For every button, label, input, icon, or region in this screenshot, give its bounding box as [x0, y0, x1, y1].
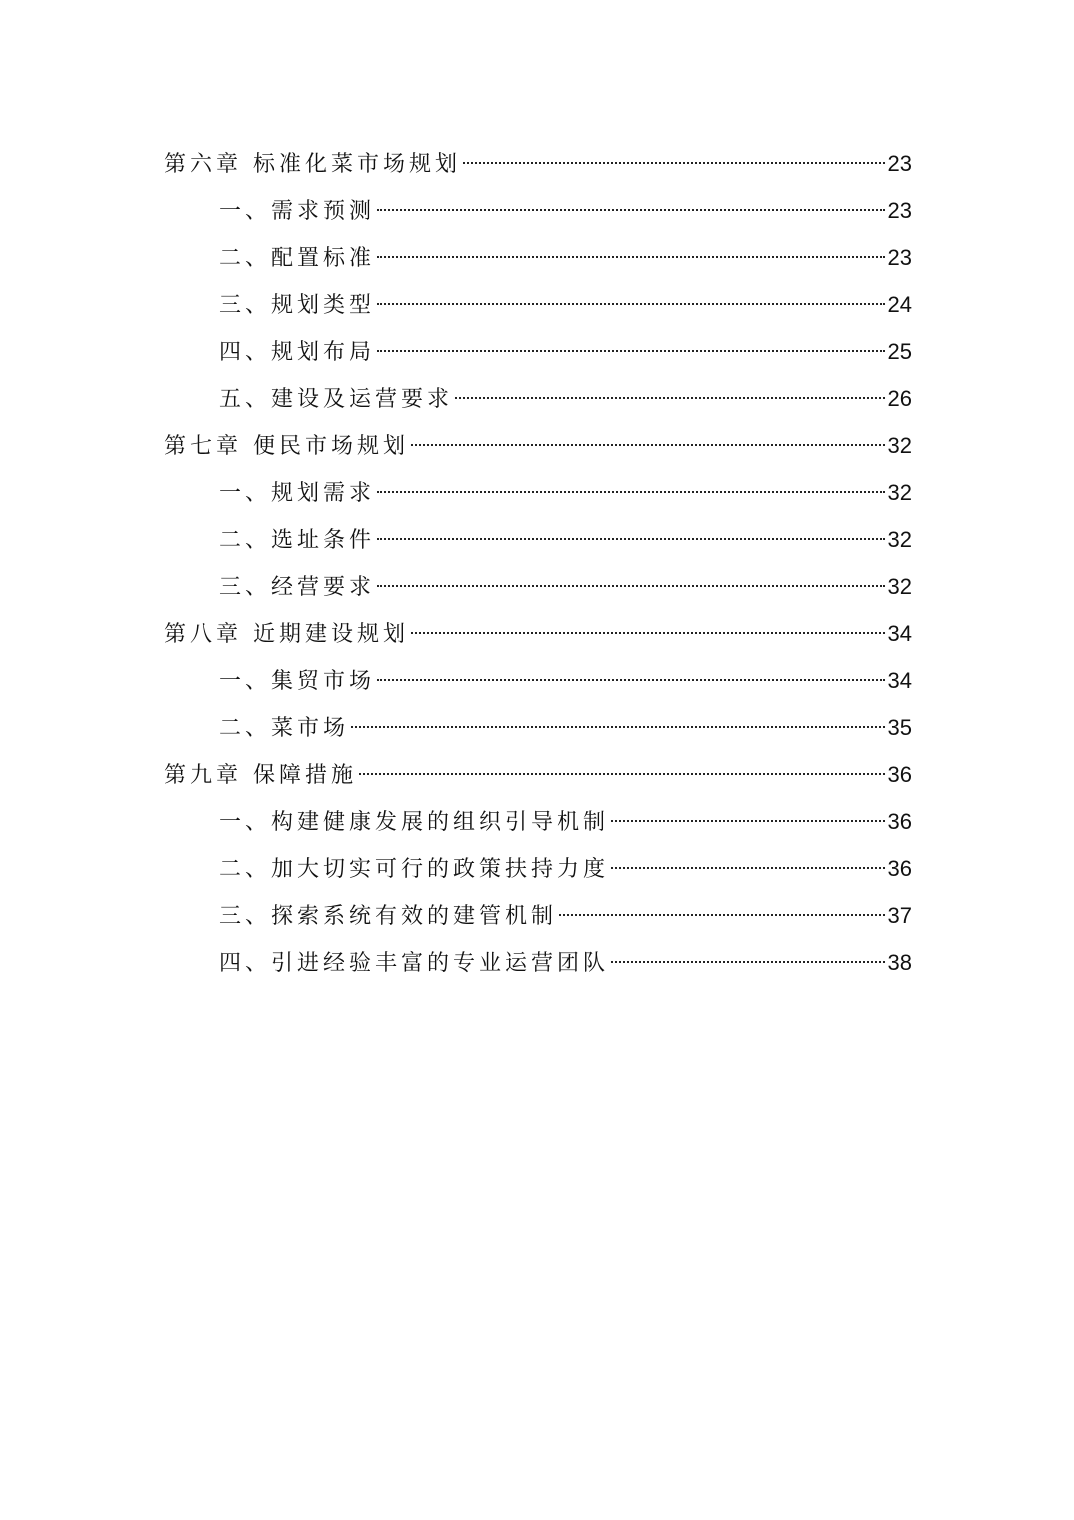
- toc-entry-label: 三、规划类型: [219, 293, 376, 318]
- toc-entry-page-number: 36: [887, 809, 912, 834]
- dot-leader: [411, 444, 885, 446]
- dot-leader: [377, 350, 885, 352]
- toc-chapter-entry[interactable]: [164, 610, 912, 657]
- toc-entry-page-number: 38: [887, 950, 912, 975]
- toc-entry-label: 第九章 保障措施: [164, 763, 357, 788]
- toc-entry-page-number: 36: [887, 762, 912, 787]
- toc-section-entry[interactable]: [164, 375, 912, 422]
- toc-section-entry[interactable]: [164, 469, 912, 516]
- dot-leader: [359, 773, 885, 775]
- toc-entry-label: 三、探索系统有效的建管机制: [219, 904, 558, 929]
- toc-entry-label: 四、规划布局: [219, 340, 376, 365]
- toc-entry-label: 第八章 近期建设规划: [164, 622, 409, 647]
- toc-section-entry[interactable]: [164, 187, 912, 234]
- toc-chapter-entry[interactable]: [164, 140, 912, 187]
- toc-entry-label: 一、规划需求: [219, 481, 376, 506]
- toc-section-entry[interactable]: [164, 704, 912, 751]
- toc-entry-label: 一、构建健康发展的组织引导机制: [219, 810, 610, 835]
- toc-entry-page-number: 26: [887, 386, 912, 411]
- toc-section-entry[interactable]: [164, 281, 912, 328]
- toc-entry-page-number: 37: [887, 903, 912, 928]
- dot-leader: [559, 914, 885, 916]
- dot-leader: [377, 209, 885, 211]
- dot-leader: [351, 726, 885, 728]
- toc-entry-label: 一、集贸市场: [219, 669, 376, 694]
- toc-section-entry[interactable]: [164, 845, 912, 892]
- toc-entry-page-number: 32: [887, 527, 912, 552]
- toc-entry-page-number: 23: [887, 151, 912, 176]
- toc-entry-label: 二、配置标准: [219, 246, 376, 271]
- toc-entry-label: 第六章 标准化菜市场规划: [164, 152, 461, 177]
- toc-entry-label: 二、选址条件: [219, 528, 376, 553]
- toc-entry-page-number: 32: [887, 433, 912, 458]
- toc-section-entry[interactable]: [164, 328, 912, 375]
- toc-entry-page-number: 24: [887, 292, 912, 317]
- dot-leader: [455, 397, 885, 399]
- toc-entry-page-number: 36: [887, 856, 912, 881]
- toc-entry-page-number: 23: [887, 198, 912, 223]
- toc-entry-label: 第七章 便民市场规划: [164, 434, 409, 459]
- toc-entry-label: 五、建设及运营要求: [219, 387, 454, 412]
- toc-entry-page-number: 32: [887, 574, 912, 599]
- toc-section-entry[interactable]: [164, 563, 912, 610]
- toc-entry-label: 一、需求预测: [219, 199, 376, 224]
- toc-entry-page-number: 32: [887, 480, 912, 505]
- toc-entry-label: 二、加大切实可行的政策扶持力度: [219, 857, 610, 882]
- toc-entry-page-number: 25: [887, 339, 912, 364]
- dot-leader: [377, 679, 885, 681]
- dot-leader: [377, 303, 885, 305]
- dot-leader: [463, 162, 885, 164]
- toc-section-entry[interactable]: [164, 892, 912, 939]
- dot-leader: [377, 256, 885, 258]
- toc-section-entry[interactable]: [164, 657, 912, 704]
- dot-leader: [377, 491, 885, 493]
- toc-entry-page-number: 34: [887, 668, 912, 693]
- toc-entry-label: 二、菜市场: [219, 716, 350, 741]
- toc-section-entry[interactable]: [164, 516, 912, 563]
- dot-leader: [611, 961, 885, 963]
- dot-leader: [411, 632, 885, 634]
- dot-leader: [611, 867, 885, 869]
- toc-entry-page-number: 35: [887, 715, 912, 740]
- toc-entry-label: 四、引进经验丰富的专业运营团队: [219, 951, 610, 976]
- toc-entry-label: 三、经营要求: [219, 575, 376, 600]
- toc-chapter-entry[interactable]: [164, 751, 912, 798]
- table-of-contents: [164, 140, 912, 986]
- toc-entry-page-number: 34: [887, 621, 912, 646]
- toc-entry-page-number: 23: [887, 245, 912, 270]
- dot-leader: [377, 538, 885, 540]
- dot-leader: [611, 820, 885, 822]
- dot-leader: [377, 585, 885, 587]
- toc-section-entry[interactable]: [164, 798, 912, 845]
- toc-section-entry[interactable]: [164, 234, 912, 281]
- toc-chapter-entry[interactable]: [164, 422, 912, 469]
- toc-section-entry[interactable]: [164, 939, 912, 986]
